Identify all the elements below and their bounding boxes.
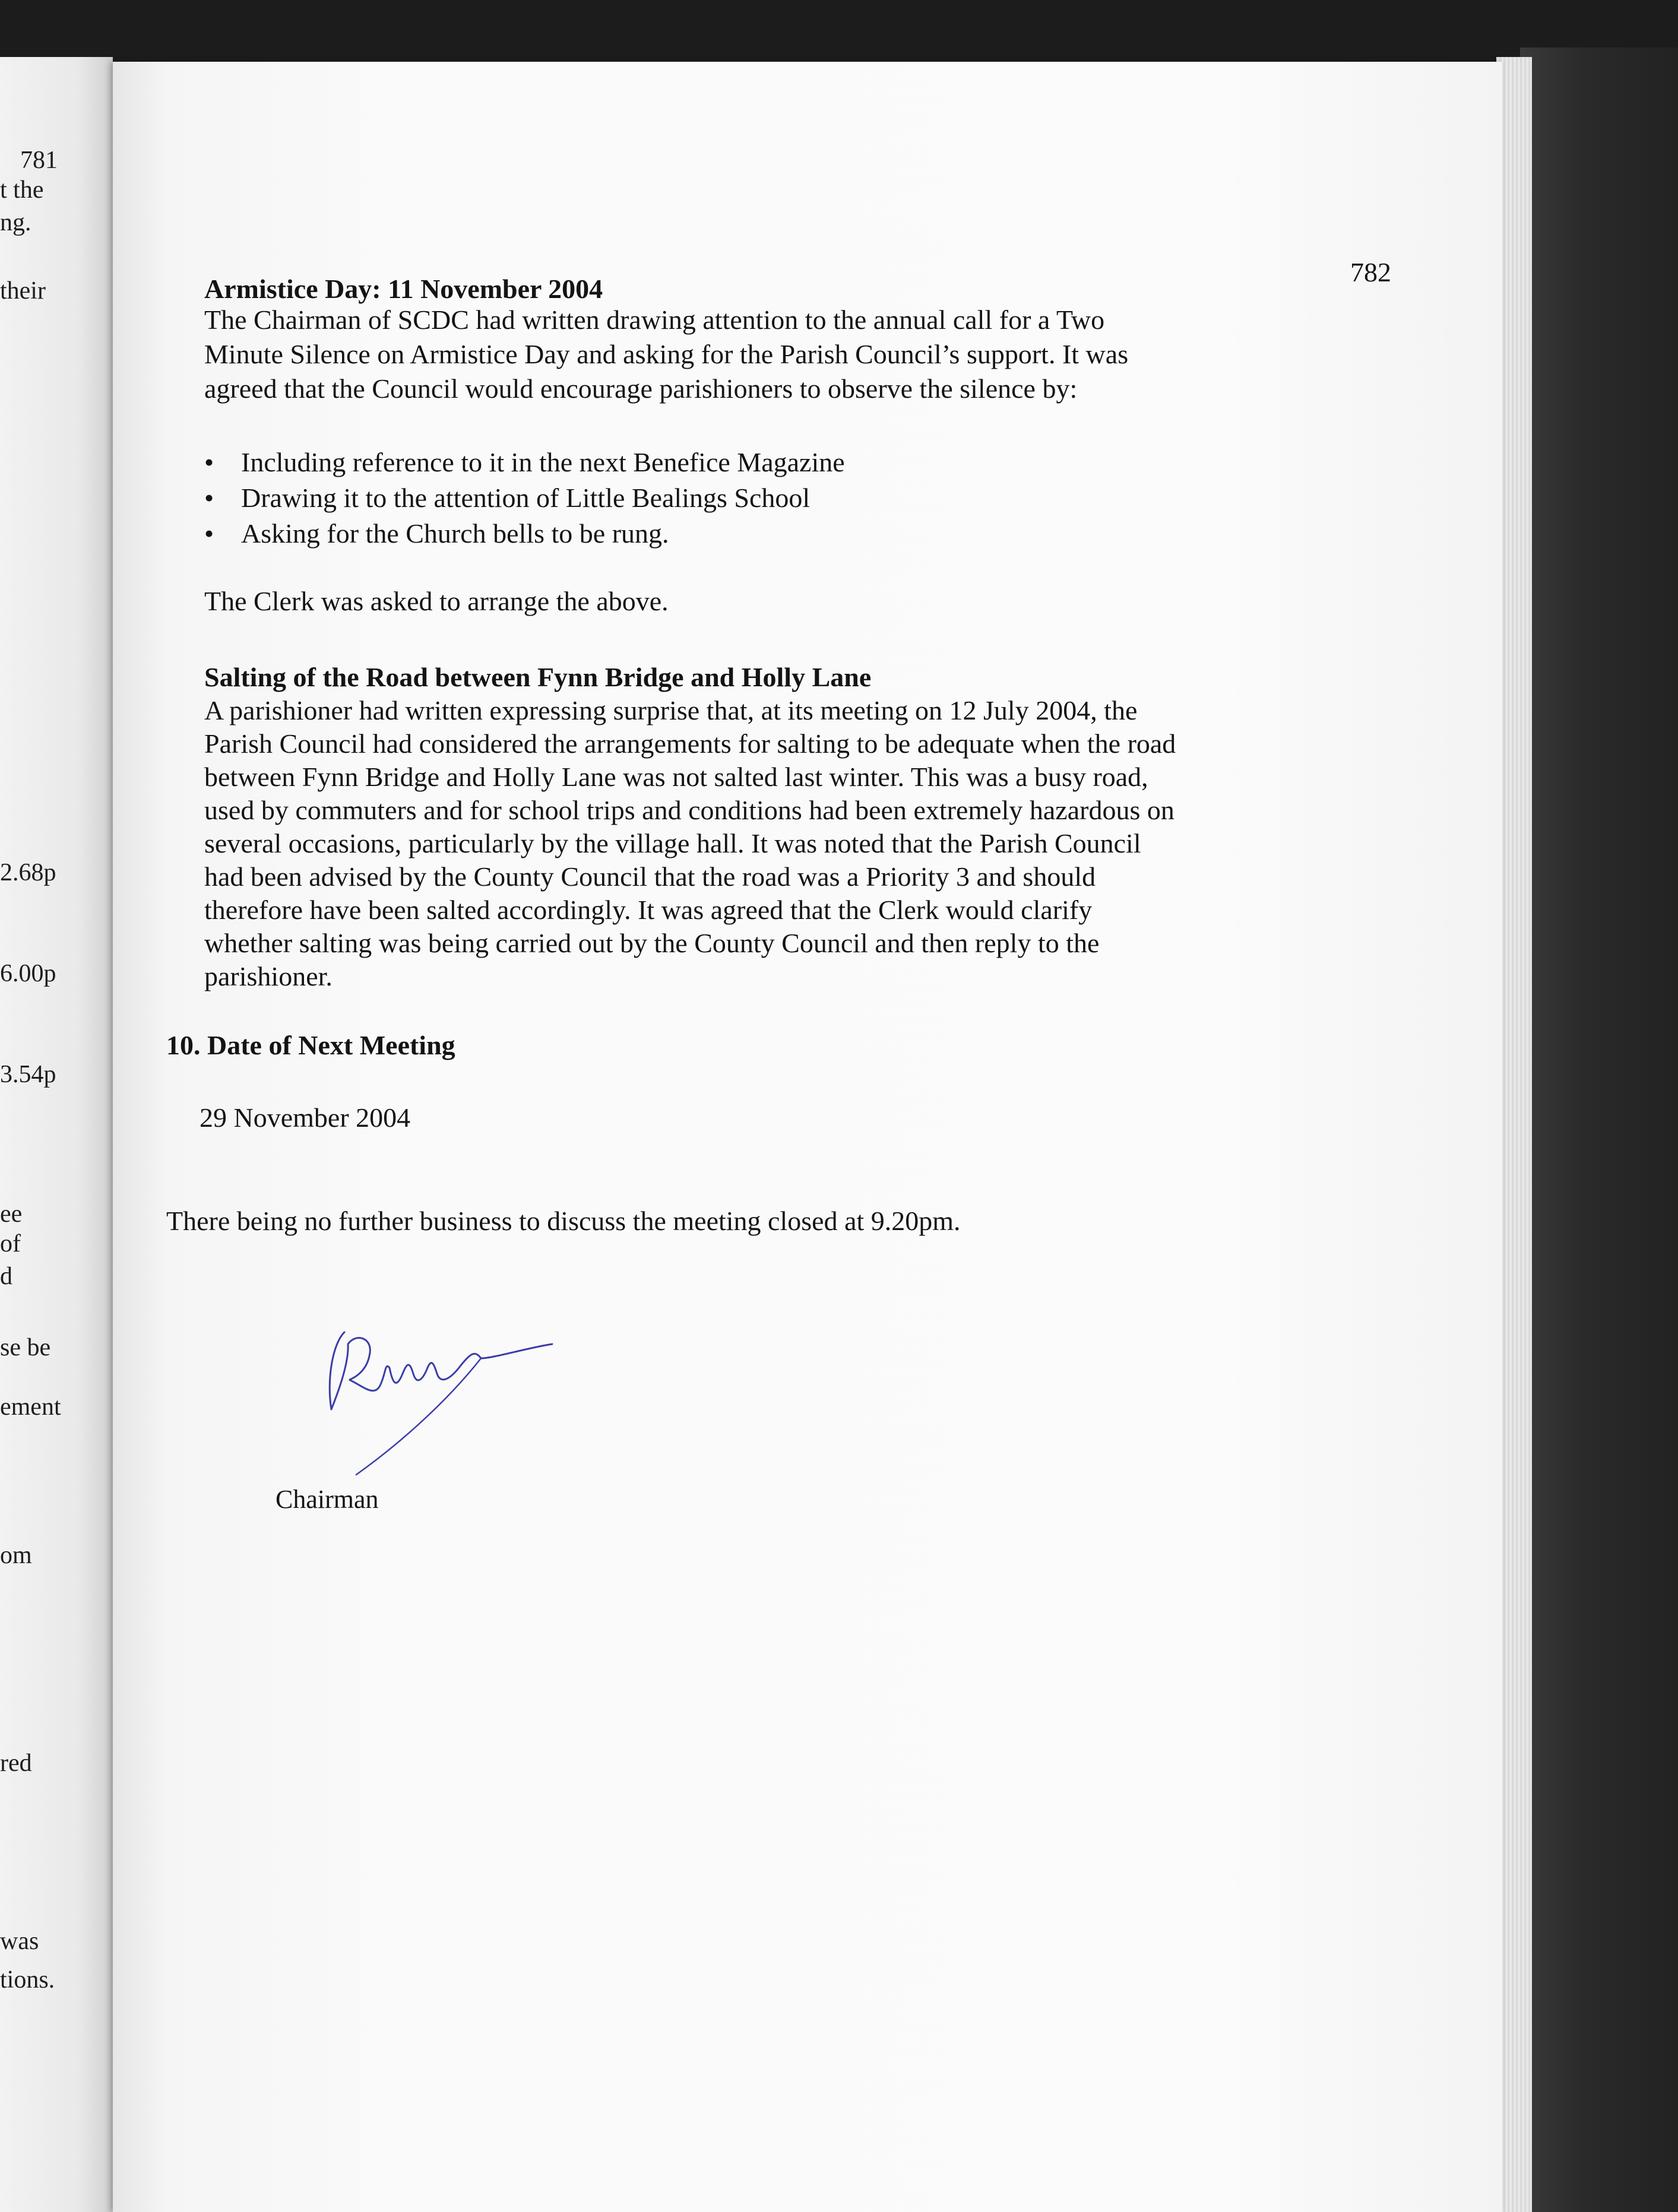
paragraph-line: used by commuters and for school trips and conditions had been extremely hazardous on [204,795,1174,825]
paragraph-line: A parishioner had written expressing surprise that, at its meeting on 12 July 2004, the [204,695,1138,725]
paragraph-line: Parish Council had considered the arrangements for salting to be adequate when the road [204,728,1176,759]
bullet-text: Including reference to it in the next Benefice Magazine [241,447,845,477]
left-page-fragment: ng. [0,209,31,236]
paragraph-line: had been advised by the County Council that the road was a Priority 3 and should [204,861,1096,892]
left-page-fragment: was [0,1928,39,1955]
section-heading-salting: Salting of the Road between Fynn Bridge and Holly Lane [204,662,872,692]
signature-stroke [330,1332,552,1409]
left-page-fragment: se be [0,1334,51,1361]
left-page-fragment: t the [0,176,44,204]
page-content [113,62,1502,2212]
bullet-item [204,518,669,549]
paragraph-line: The Chairman of SCDC had written drawing attention to the annual call for a Two [204,305,1105,335]
left-facing-page [0,57,113,2212]
closing-statement: There being no further business to discuss the meeting closed at 9.20pm. [166,1206,961,1236]
paragraph-line: several occasions, particularly by the village hall. It was noted that the Parish Council [204,828,1141,858]
signature-underline [356,1358,481,1475]
bullet-item [204,446,845,478]
bullet-icon: • [204,518,214,549]
section-heading-armistice: Armistice Day: 11 November 2004 [204,274,603,304]
left-page-fragment: of [0,1230,21,1257]
left-page-fragment: their [0,277,46,305]
paragraph-line: The Clerk was asked to arrange the above. [204,586,669,616]
paragraph-line: therefore have been salted accordingly. It was agreed that the Clerk would clarify [204,895,1093,925]
bullet-item [204,482,810,514]
left-page-fragment: tions. [0,1966,55,1994]
left-page-fragment: 2.68p [0,859,56,886]
bullet-text: Drawing it to the attention of Little Bealings School [241,483,810,513]
paragraph-line: between Fynn Bridge and Holly Lane was not salted last winter. This was a busy road, [204,762,1148,792]
chairman-signature [315,1308,570,1498]
left-page-fragment: ement [0,1393,61,1421]
left-page-fragment: ee [0,1200,23,1228]
paragraph-line: agreed that the Council would encourage parishioners to observe the silence by: [204,373,1078,404]
left-page-fragment: om [0,1542,32,1569]
left-page-fragment: red [0,1750,32,1777]
page-number: 782 [1350,257,1391,287]
minutes-page [113,62,1502,2212]
left-page-fragment: d [0,1263,12,1290]
binder-cover [1520,47,1678,2212]
left-page-fragment: 6.00p [0,960,56,987]
paragraph-line: whether salting was being carried out by the County Council and then reply to the [204,928,1100,958]
section-heading-next-meeting: 10. Date of Next Meeting [166,1030,455,1060]
next-meeting-date: 29 November 2004 [200,1102,411,1133]
bullet-icon: • [204,483,214,513]
bullet-text: Asking for the Church bells to be rung. [241,518,669,549]
bullet-icon: • [204,447,214,477]
chairman-label: Chairman [276,1485,379,1514]
paragraph-line: Minute Silence on Armistice Day and asking for the Parish Council’s support. It was [204,339,1129,369]
left-page-fragment: 3.54p [0,1061,56,1088]
paragraph-line: parishioner. [204,961,333,991]
left-page-fragment: 781 [20,147,58,174]
